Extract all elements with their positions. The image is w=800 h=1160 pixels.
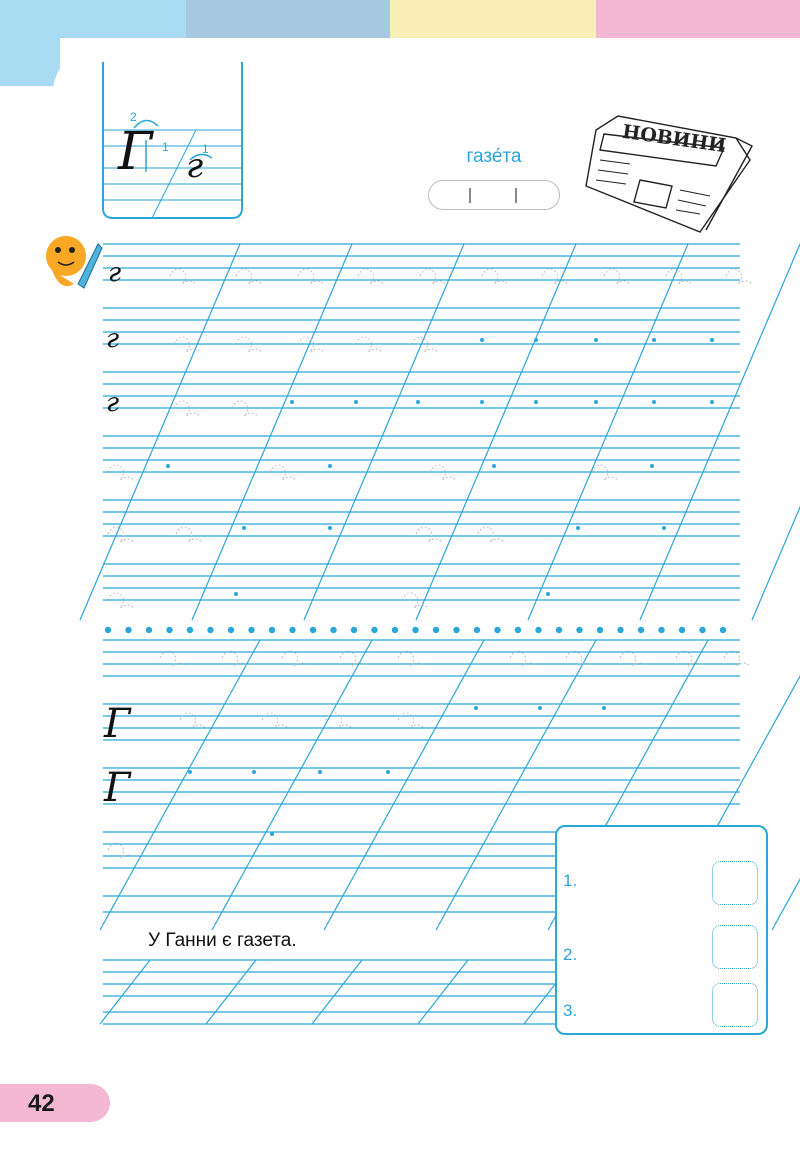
divider-dot	[679, 627, 685, 633]
sound-divider	[469, 188, 471, 203]
guide-dot	[328, 464, 332, 468]
divider-dot	[699, 627, 705, 633]
guide-dot	[546, 592, 550, 596]
divider-dot	[494, 627, 500, 633]
guide-dot	[538, 706, 542, 710]
trace-letter	[358, 269, 384, 284]
guide-dot	[662, 526, 666, 530]
divider-dot	[535, 627, 541, 633]
self-check-number-3: 3.	[563, 1001, 578, 1020]
divider-dot	[433, 627, 439, 633]
guide-dot	[242, 526, 246, 530]
guide-dot	[474, 706, 478, 710]
trace-letter	[726, 269, 752, 284]
trace-letter	[416, 527, 442, 542]
page-number: 42	[28, 1090, 55, 1117]
divider-dot	[453, 627, 459, 633]
slant-line	[206, 960, 256, 1024]
divider-dot	[371, 627, 377, 633]
divider-dot	[207, 627, 213, 633]
guide-dot	[234, 592, 238, 596]
mascot-pencil-icon	[46, 236, 102, 288]
stroke-number-1-lower: 1	[202, 142, 209, 156]
divider-dot	[638, 627, 644, 633]
guide-dot	[576, 526, 580, 530]
trace-letter	[604, 269, 630, 284]
model-sentence: У Ганни є газета.	[148, 930, 297, 951]
guide-dot	[166, 464, 170, 468]
trace-letter	[298, 269, 324, 284]
divider-dot	[187, 627, 193, 633]
divider-dot	[289, 627, 295, 633]
guide-dot	[386, 770, 390, 774]
divider-dot	[412, 627, 418, 633]
divider-dot	[351, 627, 357, 633]
sample-lower-letter: г	[186, 146, 204, 186]
guide-dots	[166, 338, 714, 836]
self-check-number-2: 2.	[563, 945, 578, 964]
row-lower-letter-3: г	[106, 388, 120, 418]
guide-dot	[710, 338, 714, 342]
guide-dot	[492, 464, 496, 468]
divider-dot	[330, 627, 336, 633]
sound-scheme-box[interactable]	[428, 180, 560, 210]
divider-dot	[597, 627, 603, 633]
guide-dot	[354, 400, 358, 404]
trace-letter	[108, 527, 134, 542]
divider-dot	[146, 627, 152, 633]
divider-dot	[248, 627, 254, 633]
divider-dot	[105, 627, 111, 633]
trace-letter	[262, 713, 288, 728]
newspaper-caption: НОВИНИ	[620, 120, 728, 158]
guide-dot	[534, 400, 538, 404]
divider-dots	[105, 627, 726, 633]
self-check-answer-box-1[interactable]	[712, 861, 758, 905]
stroke-number-2: 2	[130, 110, 137, 124]
trace-letter	[170, 269, 196, 284]
row-lower-letter-1: г	[108, 258, 122, 288]
trace-letter	[176, 527, 202, 542]
divider-dot	[515, 627, 521, 633]
guide-dot	[650, 464, 654, 468]
slant-line	[418, 960, 468, 1024]
guide-dot	[652, 400, 656, 404]
trace-letter	[236, 269, 262, 284]
divider-dot	[392, 627, 398, 633]
sample-upper-letter: Г	[118, 122, 153, 182]
guide-dot	[318, 770, 322, 774]
row-upper-letter-2: Г	[104, 765, 131, 811]
guide-dot	[290, 400, 294, 404]
self-check-answer-box-2[interactable]	[712, 925, 758, 969]
divider-dot	[720, 627, 726, 633]
divider-dot	[556, 627, 562, 633]
self-check-panel	[555, 825, 768, 1035]
guide-dot	[270, 832, 274, 836]
word-label: газе́та	[466, 146, 522, 167]
guide-dot	[480, 338, 484, 342]
guide-dot	[652, 338, 656, 342]
divider-dot	[228, 627, 234, 633]
row-lower-letter-2: г	[106, 324, 120, 354]
trace-letter	[398, 713, 424, 728]
divider-dot	[576, 627, 582, 633]
self-check-answer-box-3[interactable]	[712, 983, 758, 1027]
guide-dot	[188, 770, 192, 774]
divider-dot	[658, 627, 664, 633]
divider-dot	[474, 627, 480, 633]
divider-dot	[125, 627, 131, 633]
divider-dot	[617, 627, 623, 633]
guide-dot	[594, 400, 598, 404]
trace-letter	[478, 527, 504, 542]
trace-letter	[482, 269, 508, 284]
slant-line	[312, 960, 362, 1024]
guide-dot	[594, 338, 598, 342]
stroke-number-1-upper: 1	[162, 140, 169, 154]
divider-dot	[166, 627, 172, 633]
trace-letter	[666, 269, 692, 284]
guide-dot	[252, 770, 256, 774]
slant-line	[100, 960, 150, 1024]
guide-dot	[602, 706, 606, 710]
trace-letter	[420, 269, 446, 284]
divider-dot	[310, 627, 316, 633]
sound-divider	[515, 188, 517, 203]
self-check-number-1: 1.	[563, 871, 578, 890]
guide-dot	[534, 338, 538, 342]
divider-dot	[269, 627, 275, 633]
guide-dot	[328, 526, 332, 530]
guide-dot	[480, 400, 484, 404]
guide-dot	[416, 400, 420, 404]
guide-dot	[710, 400, 714, 404]
page-number-tab	[0, 1084, 110, 1122]
row-upper-letter-1: Г	[104, 701, 131, 747]
trace-letter	[180, 713, 206, 728]
